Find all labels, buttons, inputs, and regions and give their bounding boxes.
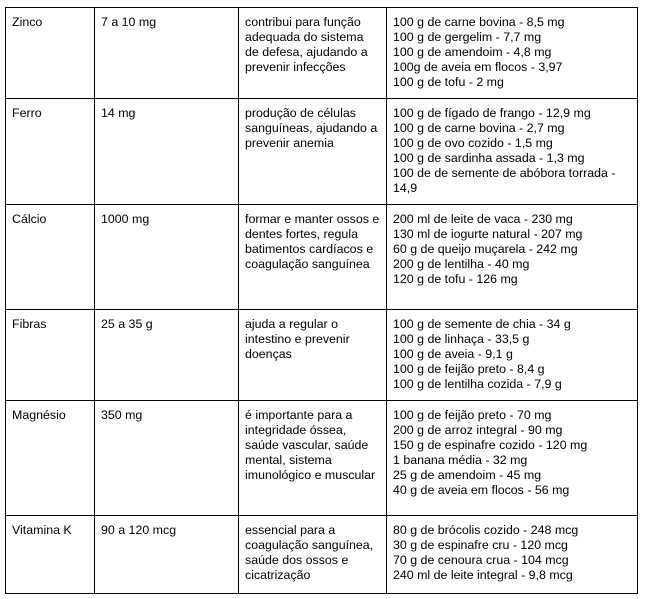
dose-cell [95, 8, 239, 99]
food-source: 100 g de gergelim - 7,7 mg [393, 30, 542, 44]
benefit-cell [239, 205, 387, 310]
benefit-cell [239, 99, 387, 205]
food-source: 130 ml de iogurte natural - 207 mg [393, 227, 583, 241]
food-source: 100 g de lentilha cozida - 7,9 g [393, 377, 562, 391]
table-row [6, 401, 638, 516]
food-source: 100 g de feijão preto - 70 mg [393, 408, 552, 422]
daily-dose: 90 a 120 mcg [101, 523, 177, 537]
food-source: 100 de de semente de abóbora torrada - 14,9 [393, 166, 616, 195]
nutrient-name-cell [6, 205, 95, 310]
nutrient-name-cell [6, 310, 95, 401]
benefit-text: formar e manter ossos e dentes fortes, regula batimentos cardíacos e coagulação sanguínea [245, 212, 380, 271]
nutrient-name: Fibras [12, 317, 47, 331]
food-source: 100 g de tofu - 2 mg [393, 75, 504, 89]
food-source: 100 g de ovo cozido - 1,5 mg [393, 136, 553, 150]
food-source: 240 ml de leite integral - 9,8 mcg [393, 568, 573, 582]
food-source: 200 ml de leite de vaca - 230 mg [393, 212, 573, 226]
daily-dose: 1000 mg [101, 212, 150, 226]
benefit-text: produção de células sanguíneas, ajudando a prevenir anemia [245, 106, 378, 150]
food-source: 30 g de espinafre cru - 120 mcg [393, 538, 568, 552]
benefit-cell [239, 8, 387, 99]
food-source: 100 g de linhaça - 33,5 g [393, 332, 530, 346]
food-source: 100 g de sardinha assada - 1,3 mg [393, 151, 585, 165]
food-source: 100 g de aveia - 9,1 g [393, 347, 513, 361]
benefit-text: é importante para a integridade óssea, saúde vascular, saúde mental, sistema imunológico e muscular [245, 408, 376, 482]
dose-cell [95, 310, 239, 401]
food-source: 1 banana média - 32 mg [393, 453, 528, 467]
daily-dose: 25 a 35 g [101, 317, 153, 331]
food-sources-cell [387, 310, 638, 401]
nutrient-name-cell [6, 401, 95, 516]
benefit-cell [239, 516, 387, 594]
table-row [6, 516, 638, 594]
food-source: 100 g de amendoim - 4,8 mg [393, 45, 552, 59]
food-source: 80 g de brócolis cozido - 248 mcg [393, 523, 579, 537]
food-source: 100 g de carne bovina - 2,7 mg [393, 121, 565, 135]
dose-cell [95, 516, 239, 594]
food-source: 100 g de carne bovina - 8,5 mg [393, 15, 565, 29]
daily-dose: 14 mg [101, 106, 136, 120]
food-source: 100 g de feijão preto - 8,4 g [393, 362, 545, 376]
daily-dose: 7 a 10 mg [101, 15, 157, 29]
dose-cell [95, 99, 239, 205]
nutrient-table [5, 7, 638, 594]
food-source: 60 g de queijo muçarela - 242 mg [393, 242, 578, 256]
benefit-cell [239, 401, 387, 516]
food-source: 200 g de arroz integral - 90 mg [393, 423, 563, 437]
table-row [6, 8, 638, 99]
benefit-text: essencial para a coagulação sanguínea, saúde dos ossos e cicatrização [245, 523, 374, 582]
food-source: 40 g de aveia em flocos - 56 mg [393, 483, 570, 497]
nutrient-name-cell [6, 516, 95, 594]
daily-dose: 350 mg [101, 408, 143, 422]
benefit-cell [239, 310, 387, 401]
nutrient-name: Cálcio [12, 212, 47, 226]
food-source: 100 g de fígado de frango - 12,9 mg [393, 106, 591, 120]
nutrient-name: Magnésio [12, 408, 66, 422]
food-sources-cell [387, 205, 638, 310]
food-source: 25 g de amendoim - 45 mg [393, 468, 542, 482]
food-sources-cell [387, 99, 638, 205]
food-source: 200 g de lentilha - 40 mg [393, 257, 530, 271]
food-source: 150 g de espinafre cozido - 120 mg [393, 438, 588, 452]
table-row [6, 310, 638, 401]
nutrient-name-cell [6, 99, 95, 205]
dose-cell [95, 205, 239, 310]
table-row [6, 205, 638, 310]
food-source: 100 g de semente de chia - 34 g [393, 317, 571, 331]
nutrient-name: Ferro [12, 106, 42, 120]
benefit-text: ajuda a regular o intestino e prevenir doenças [245, 317, 350, 361]
food-sources-cell [387, 401, 638, 516]
nutrient-name-cell [6, 8, 95, 99]
food-source: 100g de aveia em flocos - 3,97 [393, 60, 563, 74]
food-source: 120 g de tofu - 126 mg [393, 272, 518, 286]
benefit-text: contribui para função adequada do sistema de defesa, ajudando a prevenir infecções [245, 15, 368, 74]
food-sources-cell [387, 8, 638, 99]
food-sources-cell [387, 516, 638, 594]
nutrient-name: Zinco [12, 15, 43, 29]
food-source: 70 g de cenoura crua - 104 mcg [393, 553, 569, 567]
dose-cell [95, 401, 239, 516]
table-row [6, 99, 638, 205]
nutrient-name: Vitamina K [12, 523, 72, 537]
